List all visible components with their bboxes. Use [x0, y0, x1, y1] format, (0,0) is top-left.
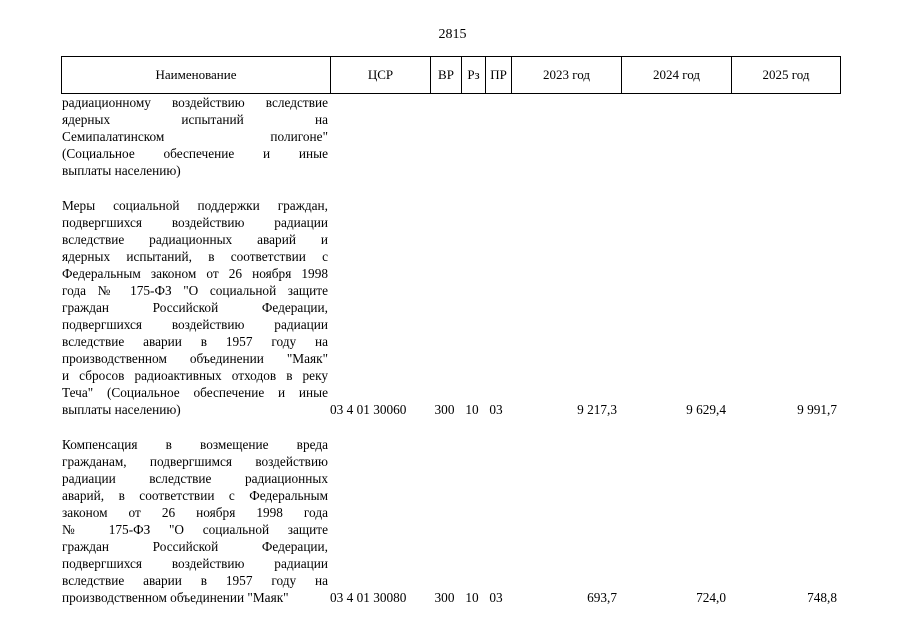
description-line: аварий, в соответствии с Федеральным — [62, 488, 328, 503]
description-line: Федеральным законом от 26 ноября 1998 — [62, 266, 328, 281]
description-line: Компенсация в возмещение вреда — [62, 437, 328, 452]
header-csr: ЦСР — [330, 57, 430, 93]
page-number: 2815 — [438, 27, 467, 42]
description-line: подвергшихся воздействию радиации — [62, 215, 328, 230]
description-line: вследствие аварии в 1957 году на — [62, 573, 328, 588]
description-line: граждан Российской Федерации, — [62, 300, 328, 315]
value-2024: 9 629,4 — [686, 402, 726, 417]
header-name: Наименование — [61, 57, 330, 93]
value-2025: 9 991,7 — [797, 402, 837, 417]
description-line: подвергшихся воздействию радиации — [62, 556, 328, 571]
description-line: № 175-ФЗ "О социальной защите — [62, 522, 328, 537]
row-values — [328, 401, 839, 418]
header-2025: 2025 год — [731, 57, 841, 93]
header-vr: ВР — [430, 57, 461, 93]
description-line: вследствие аварии в 1957 году на — [62, 334, 328, 349]
description-line: ядерных испытаний, в соответствии с — [62, 249, 328, 264]
description-line: производственном объединении "Маяк" — [62, 590, 289, 605]
description-line: Меры социальной поддержки граждан, — [62, 198, 328, 213]
description-line: Семипалатинском полигоне" — [62, 129, 328, 144]
description-line: производственном объединении "Маяк" — [62, 351, 328, 366]
table-header — [61, 56, 841, 94]
row-values — [328, 589, 839, 606]
table-row — [61, 197, 841, 418]
description-line: Теча" (Социальное обеспечение и иные — [62, 385, 328, 400]
header-2023: 2023 год — [511, 57, 621, 93]
description-line: граждан Российской Федерации, — [62, 539, 328, 554]
pr-code: 03 — [489, 402, 503, 417]
header-pr: ПР — [485, 57, 511, 93]
description-line: радиационному воздействию вследствие — [62, 95, 328, 110]
description-line: гражданам, подвергшимся воздействию — [62, 454, 328, 469]
csr-code: 03 4 01 30080 — [330, 590, 407, 605]
table-row — [61, 436, 841, 606]
row-description — [61, 94, 328, 179]
description-line: законом от 26 ноября 1998 года — [62, 505, 328, 520]
rz-code: 10 — [465, 590, 479, 605]
description-line: радиации вследствие радиационных — [62, 471, 328, 486]
description-line: выплаты населению) — [62, 402, 181, 417]
pr-code: 03 — [489, 590, 503, 605]
header-rz: Рз — [461, 57, 485, 93]
description-line: и сбросов радиоактивных отходов в реку — [62, 368, 328, 383]
value-2023: 693,7 — [587, 590, 617, 605]
value-2025: 748,8 — [807, 590, 837, 605]
row-description — [61, 197, 328, 418]
vr-code: 300 — [434, 590, 455, 605]
table-row — [61, 94, 841, 179]
row-description — [61, 436, 328, 606]
rz-code: 10 — [465, 402, 479, 417]
value-2024: 724,0 — [696, 590, 726, 605]
description-line: подвергшихся воздействию радиации — [62, 317, 328, 332]
description-line: года № 175-ФЗ "О социальной защите — [62, 283, 328, 298]
csr-code: 03 4 01 30060 — [330, 402, 407, 417]
description-line: ядерных испытаний на — [62, 112, 328, 127]
header-2024: 2024 год — [621, 57, 731, 93]
description-line: выплаты населению) — [62, 163, 181, 178]
description-line: вследствие радиационных аварий и — [62, 232, 328, 247]
value-2023: 9 217,3 — [577, 402, 617, 417]
table-body — [61, 94, 841, 624]
vr-code: 300 — [434, 402, 455, 417]
description-line: (Социальное обеспечение и иные — [62, 146, 328, 161]
